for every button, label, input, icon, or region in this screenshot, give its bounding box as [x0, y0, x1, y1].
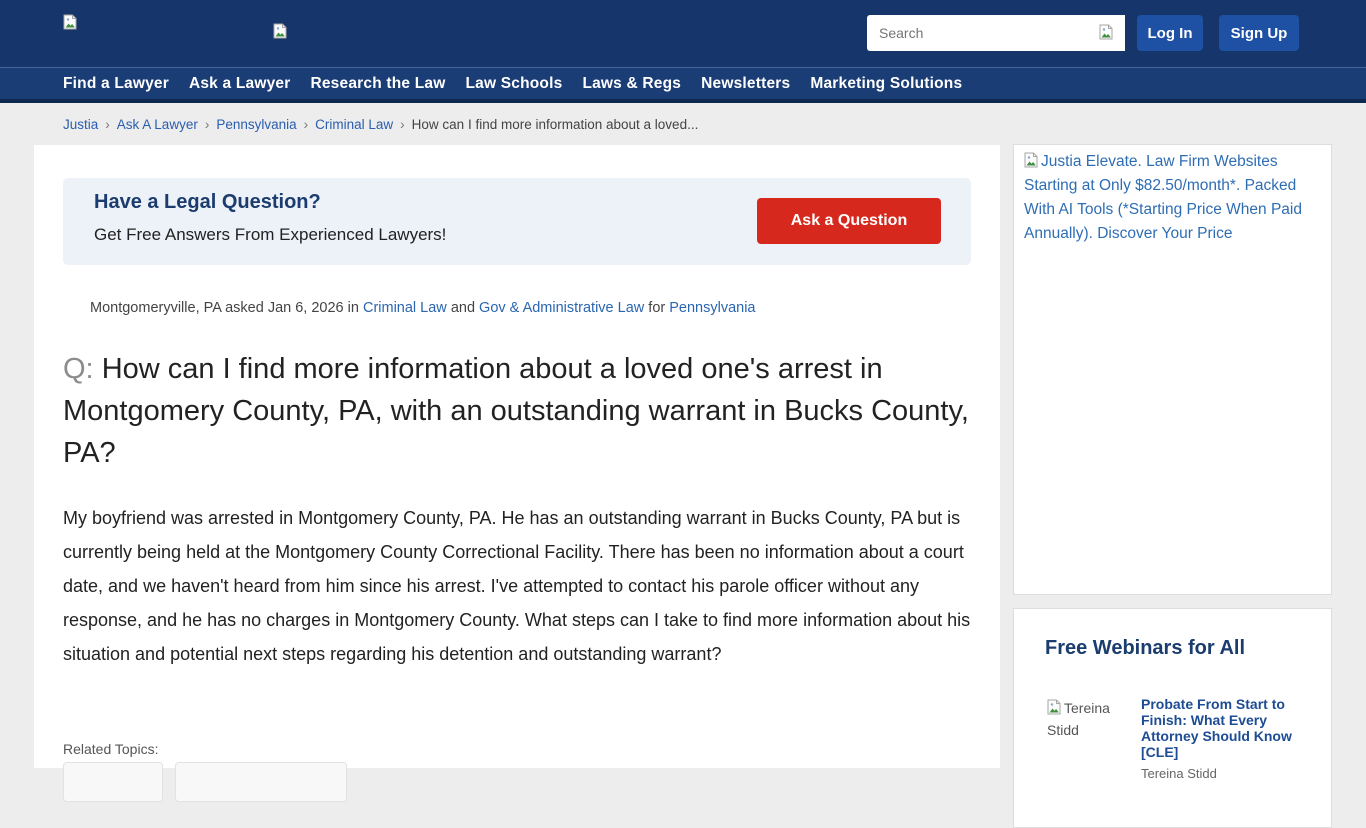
nav-ask-a-lawyer[interactable]: Ask a Lawyer [188, 74, 291, 92]
question-meta-and: and [450, 300, 476, 316]
breadcrumb-criminal-law[interactable]: Criminal Law [315, 116, 394, 132]
webinar-title-link[interactable]: Probate From Start to Finish: What Every Attorney Should Know [CLE] [1141, 696, 1292, 760]
webinar-thumb-alt-text: Tereina Stidd [1047, 700, 1110, 738]
banner-title: Have a Legal Question? [94, 191, 321, 213]
secondary-logo-broken-image-icon[interactable] [273, 23, 287, 39]
search-input[interactable] [867, 15, 1087, 51]
nav-law-schools[interactable]: Law Schools [465, 74, 563, 92]
banner-subtitle: Get Free Answers From Experienced Lawyers! [94, 225, 447, 244]
justia-elevate-ad-card [1013, 144, 1332, 595]
breadcrumb-ask-a-lawyer[interactable]: Ask A Lawyer [116, 116, 198, 132]
related-topic-chip[interactable] [175, 762, 347, 802]
log-in-button[interactable]: Log In [1137, 15, 1203, 51]
question-title [63, 348, 978, 474]
question-content-card [34, 145, 1000, 768]
search-broken-image-icon [1099, 24, 1113, 43]
category-link-criminal-law[interactable]: Criminal Law [362, 300, 447, 316]
question-title-text: How can I find more information about a loved one's arrest in Montgomery County, PA, with an outstanding warrant in Bucks County, PA? [63, 353, 969, 469]
legal-question-banner [63, 178, 971, 265]
breadcrumb-separator: › [204, 116, 210, 132]
breadcrumb-current-page: How can I find more information about a loved... [411, 116, 699, 132]
breadcrumb [63, 110, 698, 138]
webinar-thumbnail[interactable] [1047, 697, 1135, 741]
breadcrumb-pennsylvania[interactable]: Pennsylvania [216, 116, 297, 132]
question-body: My boyfriend was arrested in Montgomery County, PA. He has an outstanding warrant in Bucks County, PA but is currently being held at the Montgomery County Correctional Facility. There has been no information about a court date, and we haven't heard from him since his arrest. I've attempted to contact his parole officer without any response, and he has no charges in Montgomery County. What steps can I take to find more information about his situation and potential next steps regarding his detention and outstanding warrant? [63, 508, 971, 664]
header-search [867, 15, 1125, 51]
nav-find-a-lawyer[interactable]: Find a Lawyer [63, 74, 169, 92]
header-bottom-strip [0, 99, 1366, 103]
justia-elevate-ad-link[interactable] [1024, 153, 1302, 242]
breadcrumb-separator: › [400, 116, 405, 132]
nav-laws-and-regs[interactable]: Laws & Regs [582, 74, 682, 92]
webinar-speaker-name: Tereina Stidd [1141, 766, 1217, 781]
question-prefix: Q: [63, 353, 94, 385]
question-meta [90, 300, 756, 316]
question-meta-for: for [648, 300, 666, 316]
related-topic-chip[interactable] [63, 762, 163, 802]
ad-alt-text: Justia Elevate. Law Firm Websites Starting at Only $82.50/month*. Packed With AI Tools (*Starting Price When Paid Annually). Discover Your Price [1024, 153, 1302, 242]
ask-a-question-button[interactable]: Ask a Question [757, 198, 941, 244]
nav-marketing-solutions[interactable]: Marketing Solutions [810, 74, 963, 92]
state-link-pennsylvania[interactable]: Pennsylvania [669, 300, 756, 316]
free-webinars-card [1013, 608, 1332, 828]
webinar-broken-image-icon [1047, 700, 1064, 716]
breadcrumb-separator: › [105, 116, 110, 132]
main-nav [0, 67, 1366, 99]
related-topics-label: Related Topics: [63, 741, 159, 757]
free-webinars-heading: Free Webinars for All [1045, 637, 1246, 659]
sign-up-button[interactable]: Sign Up [1219, 15, 1299, 51]
nav-newsletters[interactable]: Newsletters [701, 74, 791, 92]
ad-broken-image-icon [1024, 153, 1041, 170]
breadcrumb-justia[interactable]: Justia [63, 116, 99, 132]
site-header [0, 0, 1366, 103]
search-button[interactable] [1087, 15, 1125, 51]
justia-logo-broken-image-icon[interactable] [63, 14, 77, 30]
nav-research-the-law[interactable]: Research the Law [310, 74, 446, 92]
breadcrumb-separator: › [303, 116, 309, 132]
question-meta-asked: Montgomeryville, PA asked Jan 6, 2026 in [90, 300, 359, 316]
category-link-gov-admin-law[interactable]: Gov & Administrative Law [479, 300, 645, 316]
